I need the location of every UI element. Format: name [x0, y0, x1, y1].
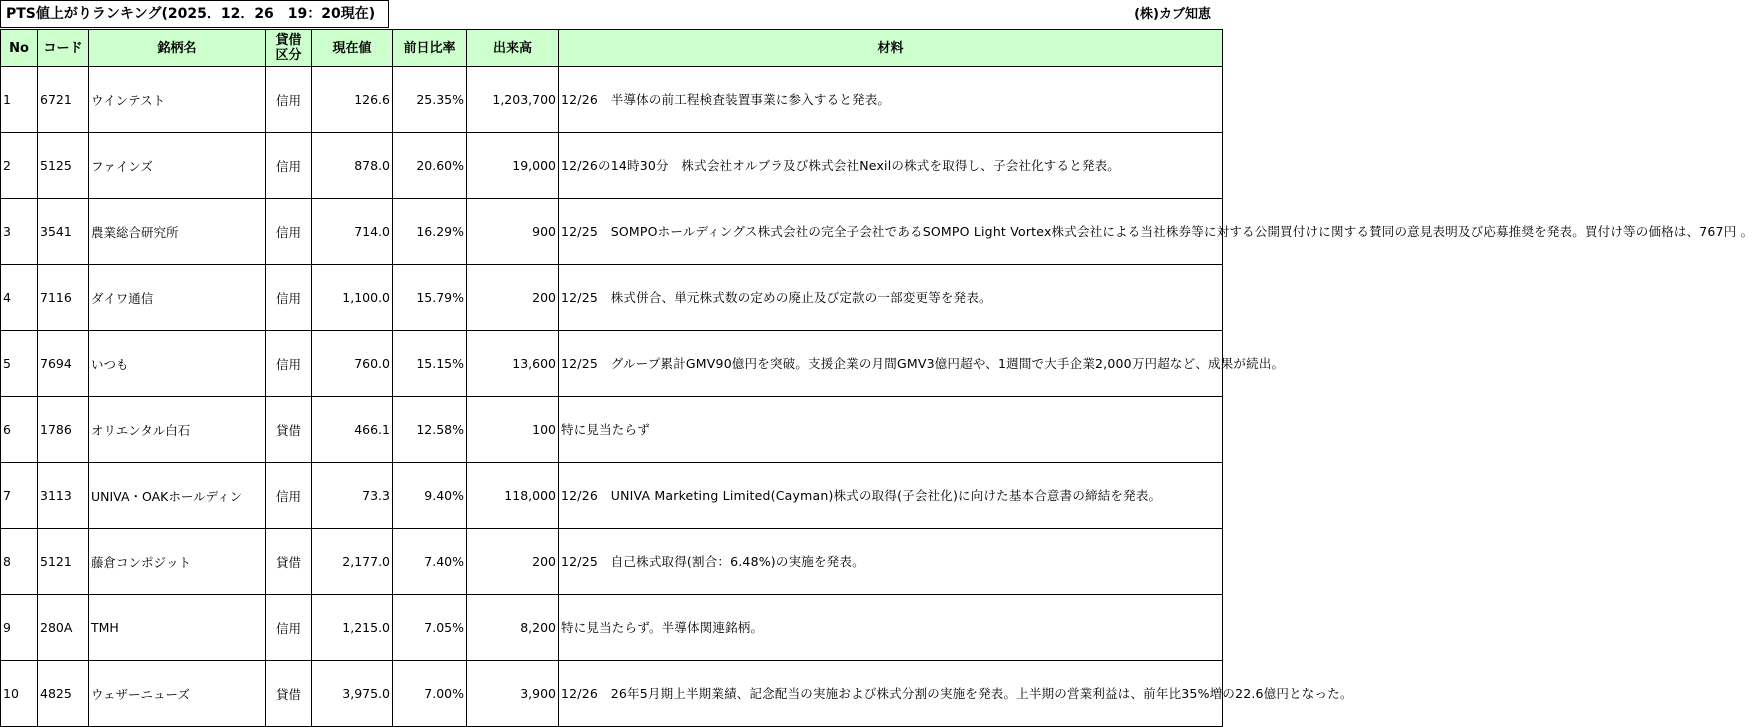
cell-price: 2,177.0: [312, 529, 393, 595]
cell-ratio: 7.05%: [393, 595, 467, 661]
cell-volume: 8,200: [467, 595, 559, 661]
cell-kubun: 信用: [266, 595, 312, 661]
table-row: [1, 199, 1223, 265]
cell-code: 280A: [38, 595, 89, 661]
cell-code: 5121: [38, 529, 89, 595]
cell-no: 7: [1, 463, 38, 529]
cell-code: 5125: [38, 133, 89, 199]
cell-volume: 900: [467, 199, 559, 265]
cell-no: 10: [1, 661, 38, 727]
cell-ratio: 25.35%: [393, 67, 467, 133]
table-row: [1, 133, 1223, 199]
cell-note: 特に見当たらず。半導体関連銘柄。: [559, 595, 1223, 661]
cell-code: 3113: [38, 463, 89, 529]
title-bar: [0, 0, 1223, 29]
cell-kubun: 信用: [266, 331, 312, 397]
cell-name: ダイワ通信: [89, 265, 266, 331]
cell-kubun: 信用: [266, 67, 312, 133]
col-header-no: No: [1, 30, 38, 67]
cell-volume: 200: [467, 265, 559, 331]
cell-ratio: 7.00%: [393, 661, 467, 727]
cell-name: ウインテスト: [89, 67, 266, 133]
table-row: [1, 397, 1223, 463]
cell-ratio: 9.40%: [393, 463, 467, 529]
table-row: [1, 661, 1223, 727]
table-row: [1, 265, 1223, 331]
cell-kubun: 信用: [266, 199, 312, 265]
cell-volume: 1,203,700: [467, 67, 559, 133]
cell-kubun: 貸借: [266, 661, 312, 727]
cell-code: 3541: [38, 199, 89, 265]
page-title: PTS値上がりランキング(2025．12．26 19：20現在): [0, 0, 389, 28]
cell-code: 7116: [38, 265, 89, 331]
cell-ratio: 7.40%: [393, 529, 467, 595]
col-header-name: 銘柄名: [89, 30, 266, 67]
cell-no: 8: [1, 529, 38, 595]
table-row: [1, 595, 1223, 661]
cell-note: 12/25 SOMPOホールディングス株式会社の完全子会社であるSOMPO Light Vortex株式会社による当社株券等に対する公開買付けに関する賛同の意見表明及び応募推奨を発表。買付け等の価格は、767円 。: [559, 199, 1223, 265]
col-header-ratio: 前日比率: [393, 30, 467, 67]
cell-price: 466.1: [312, 397, 393, 463]
cell-price: 760.0: [312, 331, 393, 397]
table-row: [1, 67, 1223, 133]
cell-name: 藤倉コンポジット: [89, 529, 266, 595]
cell-name: 農業総合研究所: [89, 199, 266, 265]
cell-volume: 13,600: [467, 331, 559, 397]
cell-name: オリエンタル白石: [89, 397, 266, 463]
cell-no: 5: [1, 331, 38, 397]
cell-volume: 19,000: [467, 133, 559, 199]
cell-no: 3: [1, 199, 38, 265]
cell-name: ウェザーニューズ: [89, 661, 266, 727]
col-header-note: 材料: [559, 30, 1223, 67]
cell-price: 1,215.0: [312, 595, 393, 661]
cell-code: 7694: [38, 331, 89, 397]
cell-kubun: 信用: [266, 463, 312, 529]
cell-price: 73.3: [312, 463, 393, 529]
cell-kubun: 信用: [266, 265, 312, 331]
table-row: [1, 331, 1223, 397]
cell-ratio: 20.60%: [393, 133, 467, 199]
cell-no: 9: [1, 595, 38, 661]
cell-no: 4: [1, 265, 38, 331]
cell-volume: 200: [467, 529, 559, 595]
cell-ratio: 16.29%: [393, 199, 467, 265]
cell-note: 12/26 26年5月期上半期業績、記念配当の実施および株式分割の実施を発表。上半期の営業利益は、前年比35%増の22.6億円となった。: [559, 661, 1223, 727]
cell-kubun: 貸借: [266, 529, 312, 595]
cell-no: 2: [1, 133, 38, 199]
cell-code: 1786: [38, 397, 89, 463]
cell-name: UNIVA・OAKホールディン: [89, 463, 266, 529]
table-row: [1, 463, 1223, 529]
cell-price: 1,100.0: [312, 265, 393, 331]
cell-ratio: 15.79%: [393, 265, 467, 331]
col-header-price: 現在値: [312, 30, 393, 67]
ranking-table: [0, 29, 1753, 727]
cell-ratio: 15.15%: [393, 331, 467, 397]
cell-kubun: 貸借: [266, 397, 312, 463]
col-header-kubun: 貸借 区分: [266, 30, 312, 67]
cell-price: 126.6: [312, 67, 393, 133]
cell-name: いつも: [89, 331, 266, 397]
cell-note: 12/26の14時30分 株式会社オルブラ及び株式会社Nexilの株式を取得し、子会社化すると発表。: [559, 133, 1223, 199]
cell-volume: 3,900: [467, 661, 559, 727]
cell-price: 714.0: [312, 199, 393, 265]
cell-price: 3,975.0: [312, 661, 393, 727]
cell-volume: 118,000: [467, 463, 559, 529]
table-row: [1, 529, 1223, 595]
col-header-code: コード: [38, 30, 89, 67]
cell-code: 6721: [38, 67, 89, 133]
cell-note: 12/25 グループ累計GMV90億円を突破。支援企業の月間GMV3億円超や、1週間で大手企業2,000万円超など、成果が続出。: [559, 331, 1223, 397]
cell-no: 6: [1, 397, 38, 463]
cell-no: 1: [1, 67, 38, 133]
cell-kubun: 信用: [266, 133, 312, 199]
cell-volume: 100: [467, 397, 559, 463]
cell-code: 4825: [38, 661, 89, 727]
cell-name: ファインズ: [89, 133, 266, 199]
cell-name: TMH: [89, 595, 266, 661]
cell-note: 特に見当たらず: [559, 397, 1223, 463]
cell-ratio: 12.58%: [393, 397, 467, 463]
cell-note: 12/26 半導体の前工程検査装置事業に参入すると発表。: [559, 67, 1223, 133]
cell-note: 12/26 UNIVA Marketing Limited(Cayman)株式の取得(子会社化)に向けた基本合意書の締結を発表。: [559, 463, 1223, 529]
col-header-volume: 出来高: [467, 30, 559, 67]
header-row: [1, 30, 1223, 67]
cell-price: 878.0: [312, 133, 393, 199]
cell-note: 12/25 株式併合、単元株式数の定めの廃止及び定款の一部変更等を発表。: [559, 265, 1223, 331]
cell-note: 12/25 自己株式取得(割合：6.48%)の実施を発表。: [559, 529, 1223, 595]
company-name: (株)カブ知恵: [1134, 7, 1211, 22]
